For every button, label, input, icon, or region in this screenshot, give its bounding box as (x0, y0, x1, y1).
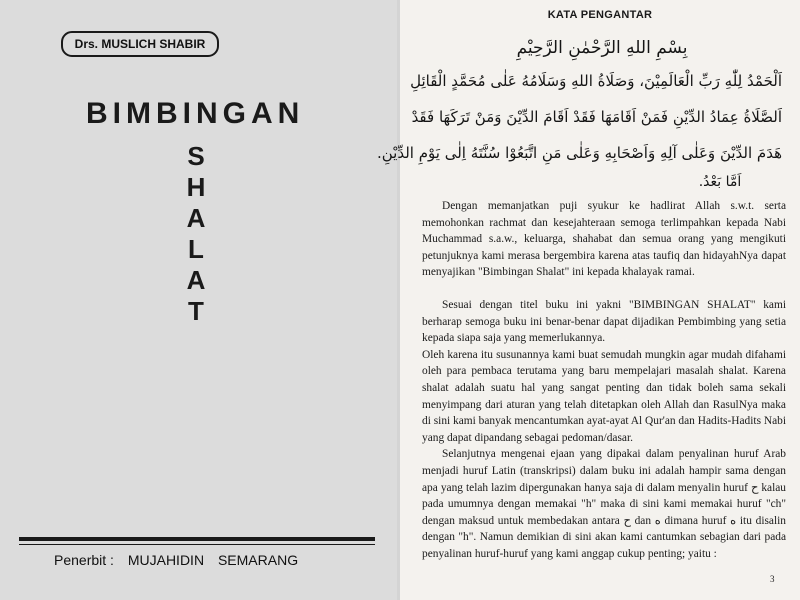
preface-heading: KATA PENGANTAR (547, 9, 653, 21)
preface-page (376, 0, 800, 600)
page-number: 3 (770, 574, 775, 584)
arabic-basmala: بِسْمِ اللهِ الرَّحْمٰنِ الرَّحِيْمِ (516, 38, 688, 58)
cover-rule-thick (19, 537, 375, 541)
author-name: Drs. MUSLICH SHABIR (61, 31, 219, 57)
publisher-name: MUJAHIDIN (127, 552, 205, 568)
subtitle-letter: L (188, 234, 204, 264)
arabic-line: اَلصَّلَاةُ عِمَادُ الدِّيْنِ فَمَنْ اَقَامَهَا فَقَدْ اَقَامَ الدِّيْنَ وَمَنْ تَرَكَهَا فَقَدْ (411, 108, 782, 126)
subtitle-letter: A (186, 203, 206, 233)
arabic-amma-badu: اَمَّا بَعْدُ. (698, 174, 742, 190)
preface-body (422, 198, 786, 562)
publisher-label: Penerbit : (54, 552, 114, 568)
cover-page (0, 0, 397, 600)
book-subtitle-vertical (182, 141, 210, 327)
subtitle-letter: A (186, 265, 206, 295)
subtitle-letter: T (188, 296, 204, 326)
subtitle-letter: H (186, 172, 206, 202)
arabic-line: هَدَمَ الدِّيْنَ وَعَلٰى آلِهِ وَاَصْحَابِهِ وَعَلٰى مَنِ اتَّبَعُوْا سُنَّتَهُ اِلٰى يَوْمِ الدِّيْنِ. (376, 144, 782, 162)
paragraph: Dengan memanjatkan puji syukur ke hadlirat Allah s.w.t. serta memohonkan rachmat dan kesejahteraan semoga terlimpahkan kepada Nabi Muchammad s.a.w., keluarga, shahabat dan semua orang yang mengikuti petunjuknya kami merasa bergembira karena atas taufiq dan hidayahNya dapat menyajikan "Bimbingan Shalat" ini kepada khalayak ramai. (422, 200, 786, 279)
arabic-line: اَلْحَمْدُ لِلّٰهِ رَبِّ الْعَالَمِيْنَ، وَصَلَاةُ اللهِ وَسَلَامُهُ عَلٰى مُحَمَّدٍ الْقَائِلِ (410, 72, 782, 90)
paragraph: Oleh karena itu susunannya kami buat semudah mungkin agar mudah difahami oleh para pembaca terutama yang baru mempelajari masalah shalat. Karena shalat adalah suatu hal yang sangat penting dan tidak boleh sama sekali menyimpang dari aturan yang telah ditetapkan oleh Allah dan RasulNya maka di sini kami banyak mencantumkan ayat-ayat Al Qur'an dan Hadits-Hadits Nabi yang dapat dipandang sebagai pedoman/dasar. (422, 348, 786, 444)
paragraph: Selanjutnya mengenai ejaan yang dipakai dalam penyalinan huruf Arab menjadi huruf Latin (transkripsi) dalam buku ini adalah hampir sama dengan apa yang telah lazim dipergunakan hanya saja di dalam menyalin huruf ح kalau pada umumnya dengan memakai "h" maka di sini kami memakai huruf "ch" dengan maksud untuk membedakan antara ح dan ه dimana huruf ه itu disalin dengan "h". Namun demikian di sini akan kami cantumkan sebagian dari pada penyalinan huruf-huruf yang kami anggap cukup penting; yaitu : (422, 448, 787, 560)
paragraph: Sesuai dengan titel buku ini yakni "BIMBINGAN SHALAT" kami berharap semoga buku ini benar-benar dapat dijadikan Pembimbing yang setia kepada siapa saja yang memerlukannya. (422, 298, 786, 345)
publisher-city: SEMARANG (217, 552, 299, 568)
book-title: BIMBINGAN (86, 97, 305, 130)
subtitle-letter: S (187, 141, 205, 171)
publisher-line (54, 552, 308, 568)
cover-rule-thin (19, 544, 375, 545)
